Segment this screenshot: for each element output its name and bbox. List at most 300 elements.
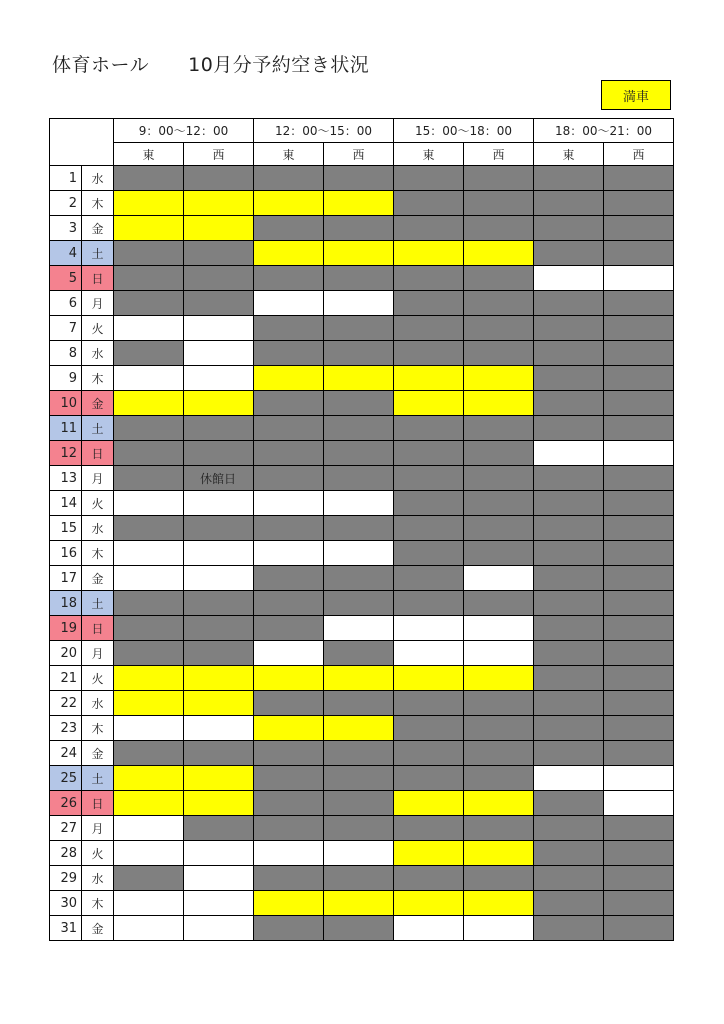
page-title: 体育ホール 10月分予約空き状況 [52, 54, 370, 76]
day-number: 7 [50, 316, 82, 341]
slot-cell-unavailable [464, 316, 534, 341]
slot-cell-full [324, 666, 394, 691]
slot-cell-unavailable [464, 416, 534, 441]
slot-cell-available [324, 291, 394, 316]
slot-cell-available [464, 566, 534, 591]
day-number: 1 [50, 166, 82, 191]
slot-cell-unavailable [534, 691, 604, 716]
slot-cell-unavailable [394, 566, 464, 591]
day-number: 21 [50, 666, 82, 691]
slot-cell-unavailable [464, 516, 534, 541]
slot-cell-full [464, 791, 534, 816]
weekday: 木 [82, 716, 114, 741]
table-row [50, 716, 674, 741]
slot-cell-unavailable [184, 241, 254, 266]
slot-cell-unavailable [534, 866, 604, 891]
slot-cell-unavailable [324, 466, 394, 491]
slot-cell-full [394, 791, 464, 816]
slot-cell-available [114, 891, 184, 916]
slot-cell-unavailable [394, 416, 464, 441]
slot-cell-unavailable [604, 316, 674, 341]
slot-cell-full [324, 891, 394, 916]
slot-cell-unavailable [534, 816, 604, 841]
slot-cell-available [184, 491, 254, 516]
slot-cell-unavailable [184, 516, 254, 541]
weekday: 土 [82, 766, 114, 791]
slot-cell-unavailable [184, 441, 254, 466]
slot-cell-unavailable [324, 741, 394, 766]
slot-cell-full [464, 241, 534, 266]
table-row [50, 766, 674, 791]
hall-east-header: 東 [394, 143, 464, 166]
weekday: 木 [82, 541, 114, 566]
slot-cell-full [254, 191, 324, 216]
slot-cell-full [324, 716, 394, 741]
slot-header: 15：00〜18：00 [394, 119, 534, 143]
slot-cell-unavailable [604, 291, 674, 316]
slot-cell-unavailable [464, 766, 534, 791]
hall-west-header: 西 [184, 143, 254, 166]
slot-cell-available [184, 366, 254, 391]
slot-cell-unavailable [324, 816, 394, 841]
slot-cell-unavailable [394, 341, 464, 366]
day-number: 11 [50, 416, 82, 441]
slot-cell-unavailable [184, 741, 254, 766]
day-number: 14 [50, 491, 82, 516]
slot-cell-unavailable [184, 591, 254, 616]
slot-cell-unavailable [324, 566, 394, 591]
weekday: 水 [82, 166, 114, 191]
slot-cell-full [254, 891, 324, 916]
slot-cell-unavailable [464, 166, 534, 191]
slot-cell-unavailable [464, 816, 534, 841]
slot-cell-available [184, 841, 254, 866]
slot-cell-unavailable [114, 616, 184, 641]
slot-cell-unavailable [394, 266, 464, 291]
slot-cell-unavailable [254, 266, 324, 291]
slot-cell-available [464, 616, 534, 641]
slot-cell-unavailable [534, 366, 604, 391]
day-number: 16 [50, 541, 82, 566]
slot-cell-full [464, 366, 534, 391]
slot-cell-unavailable [394, 216, 464, 241]
slot-cell-full [184, 666, 254, 691]
weekday: 日 [82, 616, 114, 641]
slot-cell-available [324, 541, 394, 566]
slot-cell-unavailable [534, 291, 604, 316]
weekday: 日 [82, 791, 114, 816]
weekday: 木 [82, 366, 114, 391]
day-number: 13 [50, 466, 82, 491]
slot-cell-unavailable [184, 816, 254, 841]
slot-cell-available [604, 441, 674, 466]
slot-cell-unavailable [464, 291, 534, 316]
slot-cell-available [394, 916, 464, 941]
slot-cell-unavailable [394, 466, 464, 491]
slot-cell-unavailable [604, 841, 674, 866]
day-number: 25 [50, 766, 82, 791]
slot-cell-full [394, 241, 464, 266]
slot-cell-available [114, 716, 184, 741]
slot-cell-available [324, 491, 394, 516]
weekday: 水 [82, 866, 114, 891]
slot-cell-unavailable [394, 441, 464, 466]
slot-cell-unavailable [394, 191, 464, 216]
day-number: 23 [50, 716, 82, 741]
slot-cell-unavailable [114, 466, 237, 491]
slot-cell-available [184, 866, 254, 891]
slot-cell-full [324, 191, 394, 216]
slot-cell-full [184, 766, 254, 791]
slot-cell-unavailable [114, 866, 184, 891]
slot-cell-unavailable [464, 441, 534, 466]
slot-cell-unavailable [254, 466, 324, 491]
slot-cell-unavailable [324, 641, 394, 666]
day-number: 29 [50, 866, 82, 891]
slot-cell-available [254, 641, 324, 666]
day-number: 28 [50, 841, 82, 866]
table-row [50, 441, 674, 466]
slot-cell-unavailable [604, 491, 674, 516]
table-row [50, 191, 674, 216]
weekday: 水 [82, 691, 114, 716]
slot-cell-unavailable [184, 616, 254, 641]
slot-cell-available [184, 341, 254, 366]
slot-cell-available [254, 541, 324, 566]
slot-cell-unavailable [254, 216, 324, 241]
slot-cell-available [604, 266, 674, 291]
table-row [50, 591, 674, 616]
weekday: 日 [82, 266, 114, 291]
weekday: 火 [82, 841, 114, 866]
slot-cell-unavailable [604, 716, 674, 741]
slot-cell-unavailable [604, 741, 674, 766]
table-row [50, 491, 674, 516]
slot-cell-unavailable [534, 191, 604, 216]
table-row [50, 216, 674, 241]
slot-cell-unavailable [604, 216, 674, 241]
slot-cell-unavailable [534, 541, 604, 566]
table-row [50, 391, 674, 416]
slot-cell-available [394, 641, 464, 666]
weekday: 火 [82, 491, 114, 516]
slot-cell-available [114, 491, 184, 516]
slot-cell-unavailable [184, 416, 254, 441]
hall-east-header: 東 [534, 143, 604, 166]
slot-cell-unavailable [604, 666, 674, 691]
slot-cell-unavailable [254, 816, 324, 841]
slot-cell-unavailable [394, 816, 464, 841]
slot-cell-unavailable [394, 491, 464, 516]
slot-cell-unavailable [324, 791, 394, 816]
slot-cell-unavailable [464, 216, 534, 241]
weekday: 木 [82, 891, 114, 916]
hall-west-header: 西 [324, 143, 394, 166]
weekday: 火 [82, 666, 114, 691]
slot-cell-unavailable [114, 266, 184, 291]
slot-cell-full [464, 841, 534, 866]
slot-cell-full [114, 666, 184, 691]
slot-cell-unavailable [534, 466, 604, 491]
slot-cell-unavailable [534, 316, 604, 341]
table-row [50, 816, 674, 841]
slot-cell-unavailable [534, 916, 604, 941]
slot-cell-unavailable [534, 791, 604, 816]
table-row [50, 566, 674, 591]
slot-cell-full [184, 691, 254, 716]
slot-cell-unavailable [254, 391, 324, 416]
slot-cell-full [394, 891, 464, 916]
slot-cell-available [114, 366, 184, 391]
day-number: 19 [50, 616, 82, 641]
slot-cell-full [254, 366, 324, 391]
slot-cell-unavailable [254, 566, 324, 591]
slot-cell-unavailable [604, 816, 674, 841]
slot-cell-unavailable [464, 866, 534, 891]
table-row [50, 316, 674, 341]
weekday: 土 [82, 416, 114, 441]
slot-cell-available [184, 316, 254, 341]
slot-cell-unavailable [254, 166, 324, 191]
slot-cell-unavailable [604, 866, 674, 891]
slot-cell-unavailable [184, 291, 254, 316]
slot-cell-unavailable [324, 516, 394, 541]
table-row [50, 516, 674, 541]
day-number: 20 [50, 641, 82, 666]
slot-cell-unavailable [254, 416, 324, 441]
slot-cell-unavailable [534, 341, 604, 366]
slot-cell-unavailable [114, 341, 184, 366]
slot-cell-full [254, 716, 324, 741]
weekday: 月 [82, 816, 114, 841]
slot-cell-available [254, 841, 324, 866]
slot-cell-unavailable [324, 766, 394, 791]
slot-cell-unavailable [604, 191, 674, 216]
weekday: 月 [82, 291, 114, 316]
slot-cell-unavailable [604, 466, 674, 491]
slot-cell-available [604, 791, 674, 816]
slot-cell-unavailable [324, 266, 394, 291]
slot-cell-available [464, 641, 534, 666]
slot-cell-unavailable [114, 166, 184, 191]
slot-cell-available [114, 541, 184, 566]
slot-cell-full [394, 666, 464, 691]
slot-cell-unavailable [324, 316, 394, 341]
slot-header: 9：00〜12：00 [114, 119, 254, 143]
weekday: 金 [82, 566, 114, 591]
hall-west-header: 西 [464, 143, 534, 166]
day-number: 22 [50, 691, 82, 716]
day-number: 6 [50, 291, 82, 316]
slot-cell-full [464, 391, 534, 416]
slot-cell-unavailable [324, 441, 394, 466]
slot-cell-full [394, 366, 464, 391]
table-row [50, 166, 674, 191]
slot-cell-full [184, 191, 254, 216]
slot-cell-unavailable [254, 316, 324, 341]
table-row [50, 341, 674, 366]
table-row [50, 241, 674, 266]
weekday: 金 [82, 216, 114, 241]
closed-note: 休館日 [200, 472, 237, 486]
day-number: 9 [50, 366, 82, 391]
day-number: 5 [50, 266, 82, 291]
table-row [50, 666, 674, 691]
weekday: 金 [82, 391, 114, 416]
slot-cell-available [604, 766, 674, 791]
slot-cell-unavailable [604, 616, 674, 641]
slot-cell-unavailable [114, 441, 184, 466]
slot-cell-unavailable [604, 241, 674, 266]
slot-cell-unavailable [534, 741, 604, 766]
slot-cell-unavailable [184, 166, 254, 191]
table-row [50, 741, 674, 766]
slot-cell-available [254, 491, 324, 516]
slot-cell-available [114, 841, 184, 866]
slot-cell-full [114, 766, 184, 791]
slot-cell-available [184, 541, 254, 566]
slot-cell-unavailable [254, 741, 324, 766]
slot-cell-unavailable [604, 891, 674, 916]
day-number: 30 [50, 891, 82, 916]
day-rows [50, 166, 674, 941]
table-row [50, 791, 674, 816]
slot-cell-unavailable [394, 316, 464, 341]
slot-cell-unavailable [254, 916, 324, 941]
day-number: 2 [50, 191, 82, 216]
day-number: 31 [50, 916, 82, 941]
slot-cell-unavailable [114, 641, 184, 666]
slot-cell-unavailable [534, 716, 604, 741]
slot-cell-available [184, 716, 254, 741]
slot-cell-full [114, 191, 184, 216]
slot-cell-unavailable [394, 591, 464, 616]
slot-cell-unavailable [604, 416, 674, 441]
weekday: 土 [82, 591, 114, 616]
slot-cell-unavailable [324, 916, 394, 941]
table-row [50, 416, 674, 441]
slot-cell-full [324, 366, 394, 391]
slot-cell-unavailable [254, 616, 324, 641]
slot-cell-unavailable [324, 341, 394, 366]
slot-cell-unavailable [394, 741, 464, 766]
weekday: 金 [82, 916, 114, 941]
slot-cell-unavailable [394, 766, 464, 791]
slot-cell-unavailable [534, 391, 604, 416]
slot-cell-unavailable [114, 416, 184, 441]
slot-cell-full [114, 216, 184, 241]
slot-cell-unavailable [254, 516, 324, 541]
table-row [50, 866, 674, 891]
slot-cell-full [324, 241, 394, 266]
slot-cell-unavailable [464, 266, 534, 291]
slot-cell-available [184, 891, 254, 916]
slot-cell-unavailable [254, 691, 324, 716]
slot-cell-unavailable [534, 591, 604, 616]
table-row [50, 691, 674, 716]
slot-cell-unavailable [534, 566, 604, 591]
slot-cell-available [324, 616, 394, 641]
slot-cell-available [184, 566, 254, 591]
slot-cell-available [114, 916, 184, 941]
slot-cell-unavailable [324, 216, 394, 241]
slot-cell-unavailable [254, 791, 324, 816]
slot-cell-unavailable [534, 891, 604, 916]
table-row [50, 616, 674, 641]
slot-cell-available [534, 766, 604, 791]
slot-cell-unavailable [324, 691, 394, 716]
weekday: 木 [82, 191, 114, 216]
slot-cell-unavailable [464, 341, 534, 366]
slot-cell-unavailable [394, 166, 464, 191]
weekday: 水 [82, 516, 114, 541]
slot-cell-full [114, 791, 184, 816]
day-number: 8 [50, 341, 82, 366]
slot-cell-unavailable [464, 466, 534, 491]
table-row [50, 541, 674, 566]
hall-east-header: 東 [254, 143, 324, 166]
table-row [50, 466, 674, 491]
table-row [50, 841, 674, 866]
slot-cell-full [254, 241, 324, 266]
day-number: 15 [50, 516, 82, 541]
slot-cell-unavailable [394, 516, 464, 541]
slot-cell-unavailable [534, 166, 604, 191]
slot-cell-unavailable [254, 866, 324, 891]
day-number: 3 [50, 216, 82, 241]
slot-cell-unavailable [324, 166, 394, 191]
slot-cell-unavailable [324, 591, 394, 616]
slot-cell-unavailable [534, 616, 604, 641]
day-number: 26 [50, 791, 82, 816]
slot-cell-available [324, 841, 394, 866]
slot-cell-full [464, 891, 534, 916]
slot-cell-unavailable [464, 691, 534, 716]
slot-cell-unavailable [254, 591, 324, 616]
slot-cell-unavailable [254, 766, 324, 791]
day-number: 17 [50, 566, 82, 591]
slot-cell-available [254, 291, 324, 316]
slot-cell-full [254, 666, 324, 691]
slot-cell-unavailable [534, 216, 604, 241]
slot-cell-available [534, 441, 604, 466]
slot-cell-unavailable [324, 416, 394, 441]
slot-cell-full [114, 691, 184, 716]
slot-cell-unavailable [464, 741, 534, 766]
day-number: 24 [50, 741, 82, 766]
slot-cell-unavailable [254, 441, 324, 466]
slot-cell-unavailable [114, 516, 184, 541]
slot-cell-unavailable [184, 641, 254, 666]
slot-cell-unavailable [604, 516, 674, 541]
slot-cell-unavailable [604, 591, 674, 616]
table-row [50, 916, 674, 941]
day-number: 4 [50, 241, 82, 266]
slot-cell-full [184, 391, 254, 416]
slot-cell-unavailable [394, 541, 464, 566]
weekday: 月 [82, 466, 114, 491]
slot-cell-unavailable [464, 591, 534, 616]
slot-cell-available [184, 916, 254, 941]
slot-cell-unavailable [604, 641, 674, 666]
weekday: 金 [82, 741, 114, 766]
slot-cell-available [464, 916, 534, 941]
corner-cell [50, 119, 114, 166]
slot-cell-full [114, 391, 184, 416]
hall-west-header: 西 [604, 143, 674, 166]
slot-cell-full [464, 666, 534, 691]
weekday: 水 [82, 341, 114, 366]
